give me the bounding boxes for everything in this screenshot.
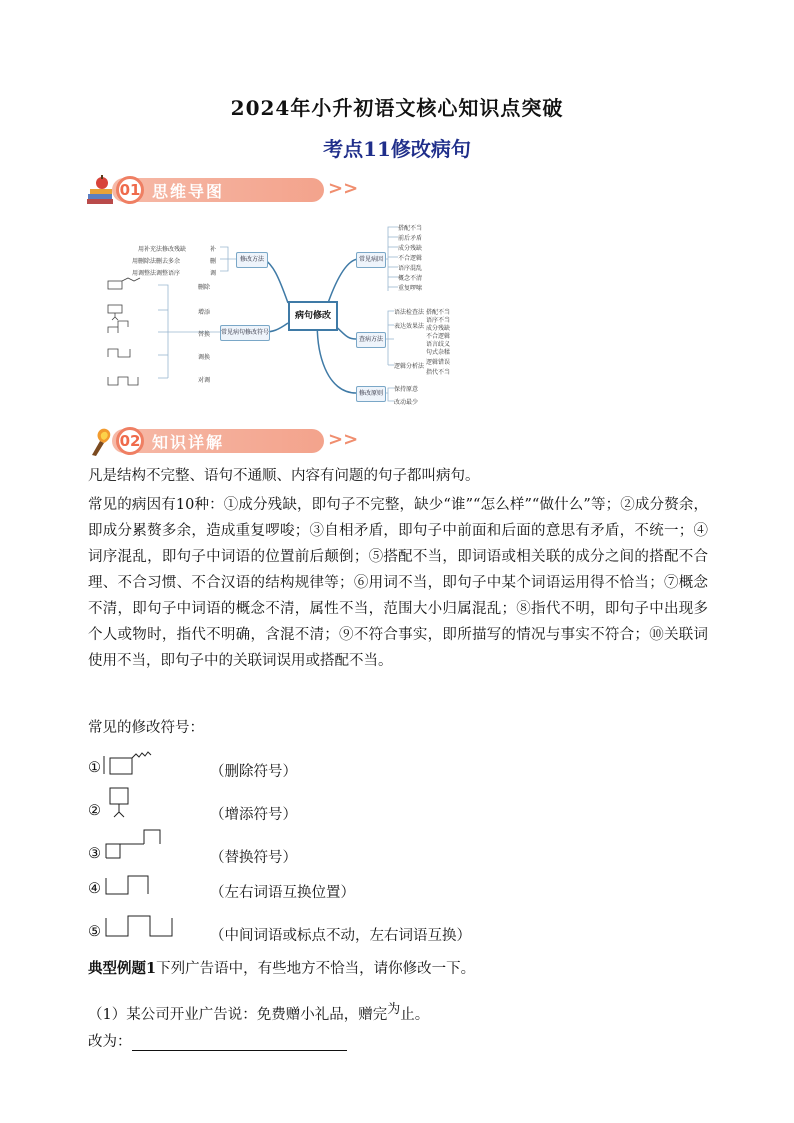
symbol-desc: （左右词语互换位置） [210, 885, 355, 901]
example-line [88, 957, 475, 978]
symbol-num: ③ [88, 846, 101, 862]
mindmap-banner: 01 思维导图 >> [86, 174, 386, 206]
intro-text: 凡是结构不完整、语句不通顺、内容有问题的句子都叫病句。 [88, 468, 480, 484]
topic-title: 考点11修改病句 [323, 137, 471, 161]
page-title: 2024年小升初语文核心知识点突破 [230, 96, 564, 120]
causes-text: 常见的病因有10种：①成分残缺，即句子不完整，缺少“谁”“怎么样”“做什么”等；②成分赘余，即成分累赘多余，造成重复啰唆；③自相矛盾，即句子中前面和后面的意思有矛盾，不统一；④词序混乱，即句子中词语的位置前后颠倒；⑤搭配不当，即词语或相关联的成分之间的搭配不合理、不合习惯、不合汉语的结构规律等；⑥用词不当，即句子中某个词语运用得不恰当；⑦概念不清，即句子中词语的概念不清，属性不当，范围大小归属混乱；⑧指代不明，即句子中出现多个人或物时，指代不明确，含混不清；⑨不符合事实，即所描写的情况与事实不符合；⑩关联词使用不当，即句子中的关联词误用或搭配不当。 [88, 497, 708, 669]
answer-blank[interactable] [132, 1034, 347, 1051]
symbol-num: ⑤ [88, 924, 101, 940]
symbol-desc: （替换符号） [210, 850, 297, 866]
mind-map: 病句修改 常见病因 查病方法 修改原则 修改方法 常见病句修改符号 搭配不当 前后矛盾 成分残缺 不合逻辑 语序混乱 概念不清 重复啰嗦 语法检查法 表达效果法 逻辑分析法 搭配不当 语序不当 成分残缺 不合逻辑 语言歧义 句式杂糅 逻辑错误 指代不当 保持原意 改动最少 用补充法修改残缺 用删除法删去多余 用调整法调整语序 补 删 调 删除 增添 替换 调换 对调 [88, 215, 648, 405]
example-prompt: 下列广告语中，有些地方不恰当，请你修改一下。 [156, 961, 476, 977]
symbol-num: ① [88, 760, 101, 776]
symbol-desc: （增添符号） [210, 807, 297, 823]
symbol-desc: （中间词语或标点不动，左右词语互换） [210, 928, 471, 944]
symbol-num: ② [88, 803, 101, 819]
question-1: （1）某公司开业广告说：免费赠小礼品，赠完$^为$止。 [88, 1002, 430, 1023]
knowledge-banner: 02 知识详解 >> [86, 425, 386, 457]
branch-method: 修改方法 [236, 252, 268, 268]
mindmap-center: 病句修改 [288, 301, 338, 331]
branch-common-errors: 常见病因 [356, 252, 386, 268]
branch-symbols: 常见病句修改符号 [220, 325, 270, 341]
branch-principle: 修改原则 [356, 386, 386, 402]
section-label: 思维导图 [152, 182, 225, 201]
example-label: 典型例题1 [88, 960, 157, 977]
arrows: >> [328, 178, 359, 199]
section-label: 知识详解 [152, 433, 225, 452]
symbol-num: ④ [88, 881, 101, 897]
symbol-desc: （删除符号） [210, 764, 297, 780]
answer-line [88, 1030, 347, 1051]
replace-symbol [102, 826, 172, 860]
branch-check-method: 查病方法 [356, 332, 386, 348]
insert-symbol [102, 786, 142, 822]
swap-symbol [102, 872, 162, 898]
answer-label: 改为： [88, 1034, 132, 1050]
arrows: >> [328, 429, 359, 450]
exchange-symbol [102, 912, 192, 940]
symbols-heading: 常见的修改符号： [88, 720, 204, 736]
delete-symbol [102, 748, 162, 776]
